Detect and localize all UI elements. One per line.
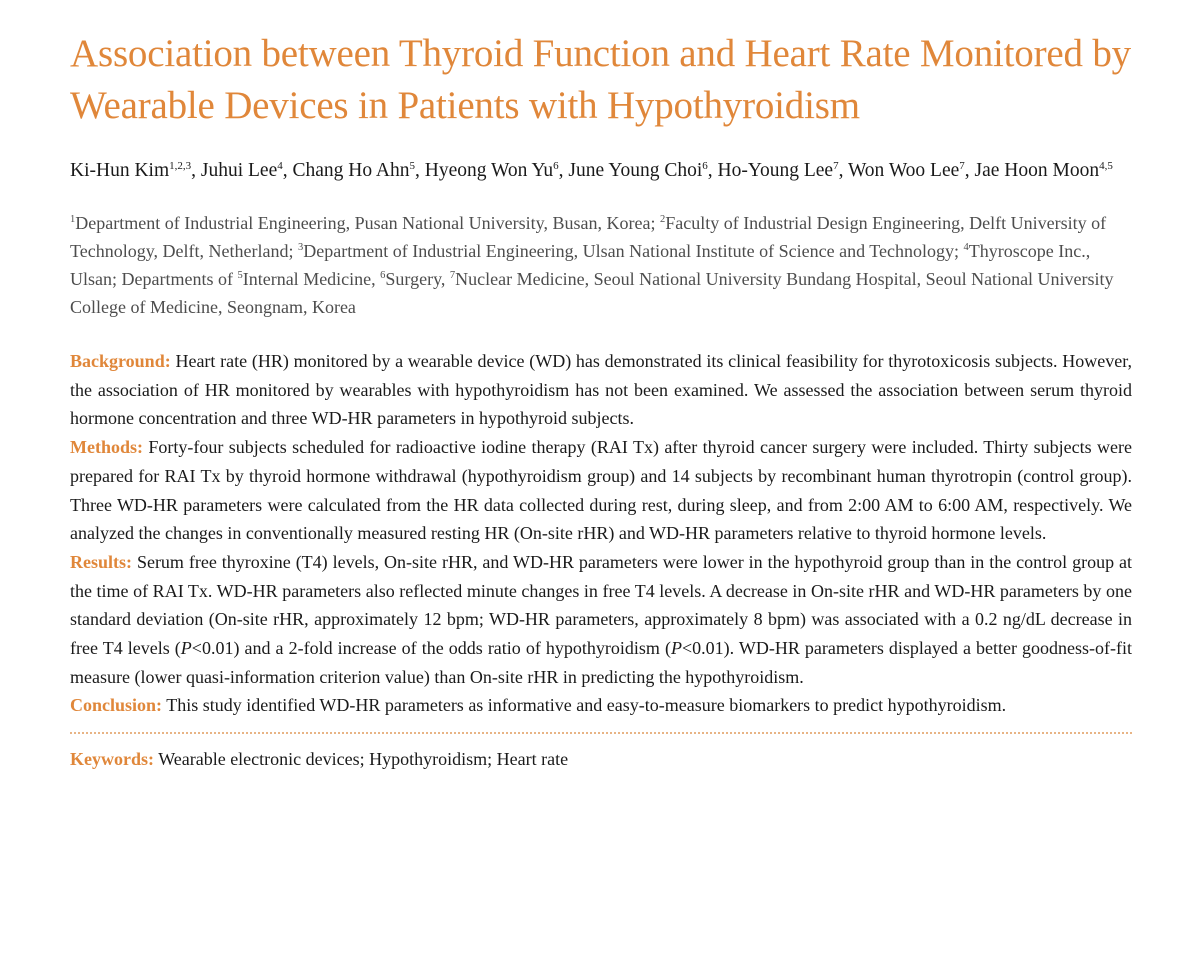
author-separator: ,: [282, 160, 293, 181]
author-affiliation-marker: 4,5: [1099, 160, 1113, 172]
affiliation-list: [70, 209, 1132, 321]
author-affiliation-marker: 6: [553, 160, 559, 172]
dotted-divider: [70, 732, 1132, 734]
author-name: Chang Ho Ahn: [292, 160, 410, 181]
author-separator: ,: [707, 160, 718, 181]
affiliation-text: Department of Industrial Engineering, Ulsan National Institute of Science and Technology;: [303, 241, 964, 261]
author: [568, 160, 707, 181]
abstract-background: [70, 347, 1132, 433]
author-affiliation-marker: 7: [833, 160, 839, 172]
author-separator: ,: [838, 160, 848, 181]
author: [425, 160, 559, 181]
keywords: [70, 745, 1132, 773]
author-list: [70, 156, 1132, 185]
affiliation-marker: 6: [380, 270, 386, 281]
author-separator: ,: [964, 160, 975, 181]
author-name: Ki-Hun Kim: [70, 160, 170, 181]
article-title: Association between Thyroid Function and Heart Rate Monitored by Wearable Devices in Patients with Hypothyroidism: [70, 32, 1131, 127]
author: [201, 160, 283, 181]
affiliation-marker: 2: [659, 214, 666, 225]
results-label: Results:: [70, 551, 132, 572]
author-affiliation-marker: 4: [277, 160, 283, 172]
affiliation-text: Surgery,: [385, 269, 450, 289]
methods-label: Methods:: [70, 437, 143, 458]
abstract: [70, 347, 1132, 720]
author: [70, 160, 191, 181]
background-label: Background:: [70, 351, 171, 371]
affiliation-marker: 3: [298, 242, 304, 253]
author-name: Won Woo Lee: [847, 160, 960, 181]
abstract-conclusion: [70, 691, 1132, 720]
affiliation-text: Nuclear Medicine, Seoul National University Bundang Hospital, Seoul National University College of Medicine, Seongnam, Korea: [70, 269, 1114, 317]
author: [848, 160, 965, 181]
affiliation-marker: 1: [70, 214, 76, 225]
author-name: Juhui Lee: [200, 160, 278, 181]
author-separator: ,: [414, 160, 425, 181]
article-page: [70, 28, 1132, 773]
results-text-part-3: <0.01). WD-HR parameters displayed a better goodness-of-fit measure (lower quasi-information criterion value) than On-site rHR in predicting the hypothyroidism.: [70, 638, 1132, 687]
author-affiliation-marker: 7: [959, 160, 965, 172]
author-name: Jae Hoon Moon: [974, 160, 1100, 181]
author-name: Ho-Young Lee: [717, 160, 834, 181]
abstract-results: [70, 548, 1132, 692]
affiliation-text: Thyroscope Inc., Ulsan; Departments of: [70, 241, 1091, 289]
affiliation-marker: 4: [963, 242, 969, 253]
author-separator: ,: [191, 160, 201, 181]
abstract-methods: [70, 433, 1132, 548]
author-name: June Young Choi: [568, 160, 703, 181]
conclusion-label: Conclusion:: [70, 695, 163, 716]
author: [718, 160, 839, 181]
author: [975, 160, 1113, 181]
affiliation-marker: 5: [237, 270, 243, 281]
author-affiliation-marker: 1,2,3: [169, 160, 192, 172]
results-text-part-2: <0.01) and a 2-fold increase of the odds ratio of hypothyroidism (: [191, 638, 671, 659]
affiliation-text: Faculty of Industrial Design Engineering, Delft University of Technology, Delft, Netherland;: [70, 213, 1107, 261]
p-value-symbol: P: [180, 638, 192, 659]
p-value-symbol: P: [670, 638, 682, 659]
affiliation-text: Department of Industrial Engineering, Pusan National University, Busan, Korea;: [75, 213, 660, 233]
author-affiliation-marker: 6: [702, 160, 708, 172]
conclusion-text: This study identified WD-HR parameters as informative and easy-to-measure biomarkers to predict hypothyroidism.: [166, 695, 1007, 716]
author-affiliation-marker: 5: [409, 160, 415, 172]
affiliation-text: Internal Medicine,: [242, 269, 381, 289]
affiliation-marker: 7: [449, 270, 456, 281]
methods-text: Forty-four subjects scheduled for radioactive iodine therapy (RAI Tx) after thyroid cancer surgery were included. Thirty subjects were prepared for RAI Tx by thyroid hormone withdrawal (hypothyroidism group) and 14 subjects by recombinant human thyrotropin (control group). Three WD-HR parameters were calculated from the HR data collected during rest, during sleep, and from 2:00 AM to 6:00 AM, respectively. We analyzed the changes in conventionally measured resting HR (On-site rHR) and WD-HR parameters relative to thyroid hormone levels.: [70, 437, 1133, 544]
background-text: Heart rate (HR) monitored by a wearable device (WD) has demonstrated its clinical feasibility for thyrotoxicosis subjects. However, the association of HR monitored by wearables with hypothyroidism has not been examined. We assessed the association between serum thyroid hormone concentration and three WD-HR parameters in hypothyroid subjects.: [70, 351, 1133, 429]
author-separator: ,: [558, 160, 569, 181]
results-text-part-1: Serum free thyroxine (T4) levels, On-site rHR, and WD-HR parameters were lower in the hypothyroid group than in the control group at the time of RAI Tx. WD-HR parameters also reflected minute changes in free T4 levels. A decrease in On-site rHR and WD-HR parameters by one standard deviation (On-site rHR, approximately 12 bpm; WD-HR parameters, approximately 8 bpm) was associated with a 0.2 ng/dL decrease in free T4 levels (: [70, 551, 1132, 659]
keywords-text: Wearable electronic devices; Hypothyroidism; Heart rate: [158, 749, 569, 770]
keywords-label: Keywords:: [70, 749, 154, 770]
author: [292, 160, 415, 181]
author-name: Hyeong Won Yu: [424, 160, 554, 181]
